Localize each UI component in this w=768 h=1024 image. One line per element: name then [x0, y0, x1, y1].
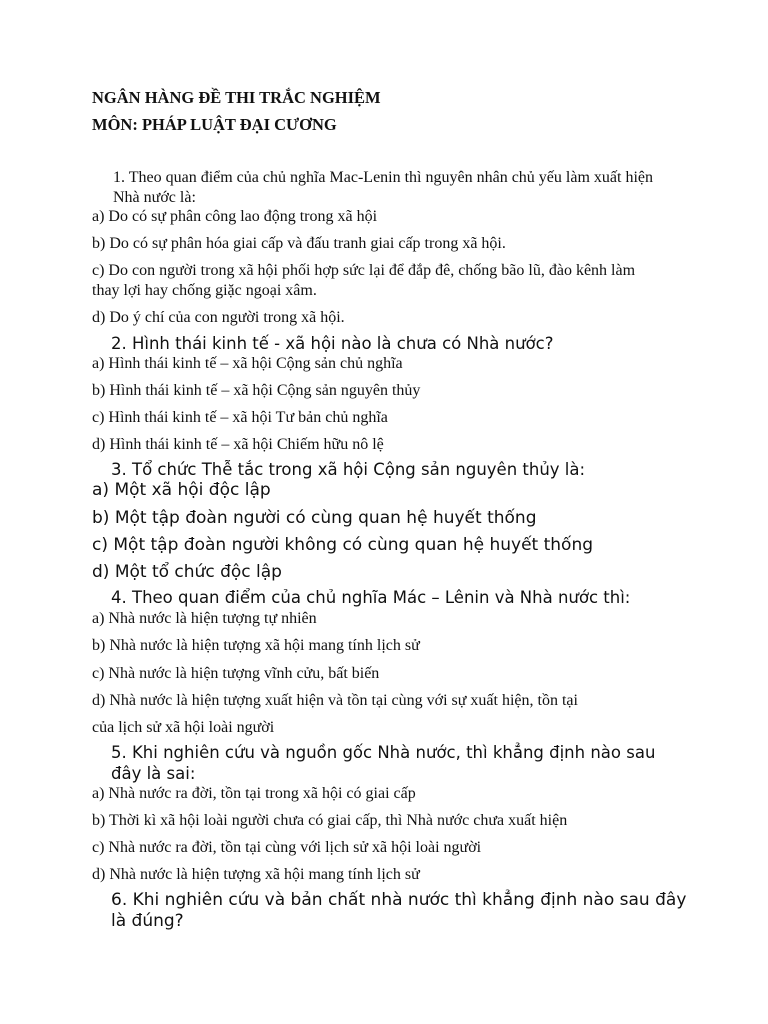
q3-option-d: d) Một tổ chức độc lập	[92, 562, 282, 582]
q2-option-b: b) Hình thái kinh tế – xã hội Cộng sản nguyên thủy	[92, 382, 421, 399]
q2-option-c: c) Hình thái kinh tế – xã hội Tư bản chủ nghĩa	[92, 409, 388, 426]
q4-question: 4. Theo quan điểm của chủ nghĩa Mác – Lênin và Nhà nước thì:	[111, 588, 631, 607]
subject-title: MÔN: PHÁP LUẬT ĐẠI CƯƠNG	[92, 115, 337, 134]
q4-option-a: a) Nhà nước là hiện tượng tự nhiên	[92, 610, 317, 627]
q1-question-line2: Nhà nước là:	[113, 189, 196, 206]
q3-question: 3. Tổ chức Thễ tắc trong xã hội Cộng sản nguyên thủy là:	[111, 460, 586, 479]
q1-option-d: d) Do ý chí của con người trong xã hội.	[92, 309, 345, 326]
q1-option-c-line2: thay lợi hay chống giặc ngoại xâm.	[92, 282, 317, 299]
q5-option-c: c) Nhà nước ra đời, tồn tại cùng với lịch sử xã hội loài người	[92, 839, 482, 856]
q3-option-b: b) Một tập đoàn người có cùng quan hệ huyết thống	[92, 508, 537, 528]
q2-option-a: a) Hình thái kinh tế – xã hội Cộng sản chủ nghĩa	[92, 355, 403, 372]
q1-question-line1: 1. Theo quan điểm của chủ nghĩa Mac-Lenin thì nguyên nhân chủ yếu làm xuất hiện	[113, 169, 653, 186]
q5-option-d: d) Nhà nước là hiện tượng xã hội mang tính lịch sử	[92, 866, 420, 883]
q1-option-b: b) Do có sự phân hóa giai cấp và đấu tranh giai cấp trong xã hội.	[92, 235, 506, 252]
q4-option-d-line1: d) Nhà nước là hiện tượng xuất hiện và tồn tại cùng với sự xuất hiện, tồn tại	[92, 692, 578, 709]
q5-question-line2: đây là sai:	[111, 764, 196, 783]
q5-option-b: b) Thời kì xã hội loài người chưa có giai cấp, thì Nhà nước chưa xuất hiện	[92, 812, 568, 829]
q4-option-d-line2: của lịch sử xã hội loài người	[92, 719, 275, 736]
q3-option-c: c) Một tập đoàn người không có cùng quan hệ huyết thống	[92, 535, 594, 555]
q4-option-b: b) Nhà nước là hiện tượng xã hội mang tính lịch sử	[92, 637, 420, 654]
q4-option-c: c) Nhà nước là hiện tượng vĩnh cửu, bất biến	[92, 665, 380, 682]
q6-question-line1: 6. Khi nghiên cứu và bản chất nhà nước thì khẳng định nào sau đây	[111, 890, 687, 910]
document-title: NGÂN HÀNG ĐỀ THI TRẮC NGHIỆM	[92, 88, 381, 107]
q2-question: 2. Hình thái kinh tế - xã hội nào là chưa có Nhà nước?	[111, 334, 554, 353]
q1-option-a: a) Do có sự phân công lao động trong xã hội	[92, 208, 378, 225]
q5-option-a: a) Nhà nước ra đời, tồn tại trong xã hội có giai cấp	[92, 785, 416, 802]
q3-option-a: a) Một xã hội độc lập	[92, 480, 271, 500]
q5-question-line1: 5. Khi nghiên cứu và nguồn gốc Nhà nước, thì khẳng định nào sau	[111, 743, 656, 762]
q6-question-line2: là đúng?	[111, 911, 184, 931]
q2-option-d: d) Hình thái kinh tế – xã hội Chiếm hữu nô lệ	[92, 436, 384, 453]
q1-option-c-line1: c) Do con người trong xã hội phối hợp sức lại để đắp đê, chống bão lũ, đào kênh làm	[92, 262, 636, 279]
